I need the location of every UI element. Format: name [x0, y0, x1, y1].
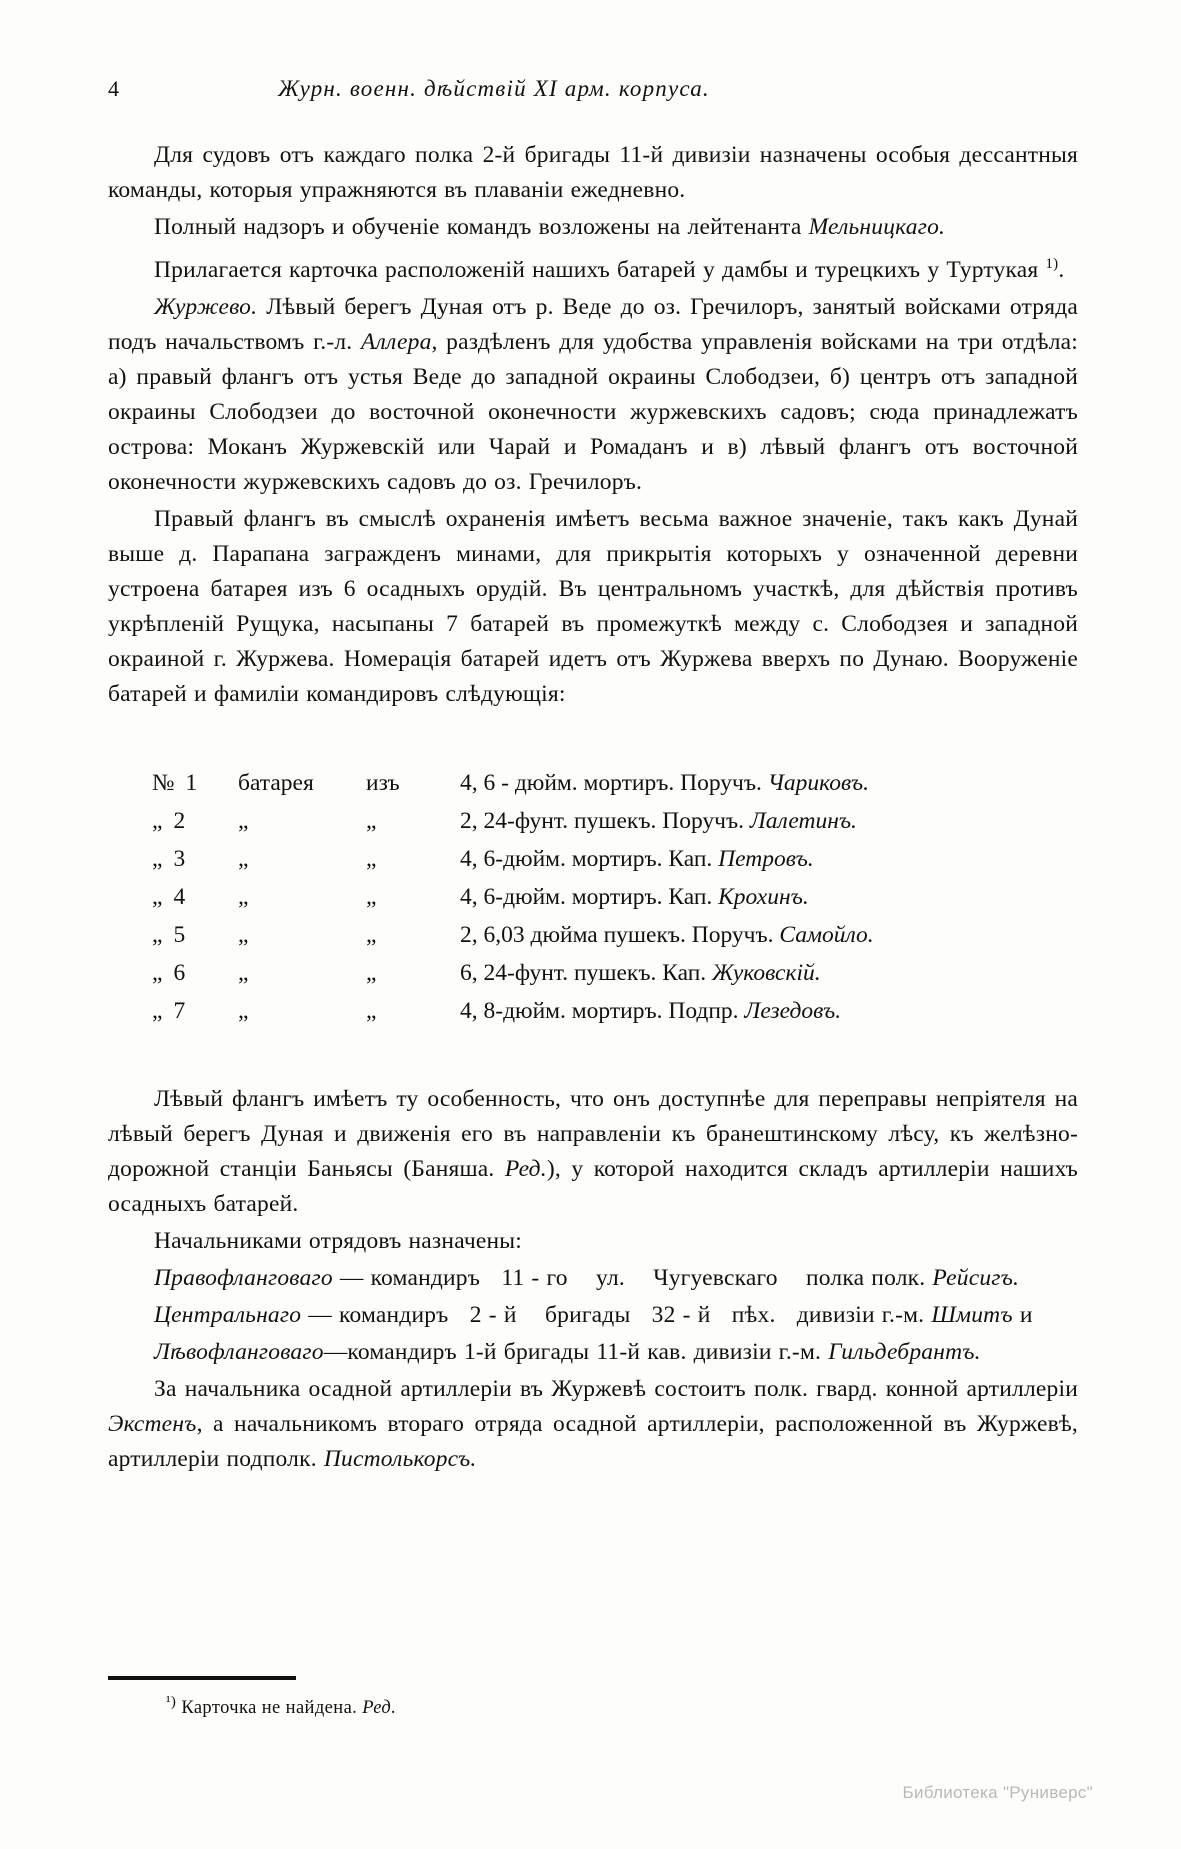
battery-commander: Лезедовъ. [744, 997, 842, 1024]
battery-row [152, 840, 1078, 878]
battery-word-from: „ [366, 845, 377, 872]
battery-armament: 4, 6-дюйм. мортиръ. Кап. [460, 845, 713, 872]
paragraph-2-text: Полный надзоръ и обученіе командъ возложены на лейтенанта [154, 214, 809, 240]
battery-word-from: „ [366, 807, 377, 834]
paragraph-3-text: Прилагается карточка расположеній нашихъ батарей у дамбы и турецкихъ у Туртукая [154, 256, 1046, 283]
battery-word-battery: „ [238, 959, 249, 986]
battery-number: „ 4 [152, 883, 186, 910]
paragraph-6-b: ), у которой находится складъ артиллеріи нашихъ осадныхъ батарей. [108, 1155, 1078, 1217]
footnote-area [108, 1676, 1078, 1719]
footnote-body: Карточка не найдена. [181, 1698, 358, 1719]
battery-word-from: „ [366, 921, 377, 948]
footnote-editor: Ред. [362, 1698, 397, 1719]
battery-commander: Чариковъ. [767, 769, 869, 796]
footnote-marker: ¹) [166, 1694, 177, 1710]
name-eksten: Экстенъ [108, 1410, 197, 1437]
page-header [108, 76, 1078, 102]
battery-word-from: „ [366, 959, 377, 986]
paragraph-8 [108, 1261, 1078, 1296]
role-central: Центральнаго [154, 1301, 302, 1328]
battery-word-battery: „ [238, 883, 249, 910]
paragraph-3 [108, 247, 1078, 288]
paragraph-3-end: . [1058, 256, 1065, 283]
battery-row [152, 954, 1078, 992]
paragraph-9-b: и [1012, 1301, 1033, 1328]
paragraph-6-a: Лѣвый флангъ имѣетъ ту особенность, что онъ доступнѣе для переправы непріятеля на лѣвый берегъ Дуная и движенія его въ направленіи къ бранештинскому лѣсу, къ желѣзно-дорожной станціи Баньясы (Баняша. [108, 1085, 1078, 1182]
paragraph-4-a: Лѣвый берегъ Дуная отъ р. Веде до оз. Гречилоръ, занятый войсками отряда подъ начальствомъ г.-л. [108, 293, 1078, 355]
paragraph-4 [108, 290, 1078, 500]
library-watermark: Библиотека "Руниверс" [902, 1783, 1093, 1802]
place-zhurzhevo: Журжево. [154, 293, 258, 320]
role-right-flank: Правофланговаго [154, 1264, 333, 1291]
battery-word-battery: „ [238, 921, 249, 948]
editor-note: Ред. [504, 1155, 547, 1182]
role-left-flank: Лѣвофланговаго [154, 1338, 324, 1365]
battery-word-battery: батарея [238, 769, 314, 796]
battery-number: „ 7 [152, 997, 186, 1024]
paragraph-11 [108, 1372, 1078, 1477]
paragraph-6 [108, 1082, 1078, 1222]
paragraph-9 [108, 1298, 1078, 1333]
battery-commander: Самойло. [779, 921, 874, 948]
battery-row [152, 992, 1078, 1030]
battery-armament: 2, 6,03 дюйма пушекъ. Поручъ. [460, 921, 774, 948]
footnote-divider [108, 1676, 296, 1680]
name-shmit: Шмитъ [931, 1301, 1013, 1328]
battery-number: „ 6 [152, 959, 186, 986]
battery-number: „ 3 [152, 845, 186, 872]
running-title: Журн. военн. дѣйствій XI арм. корпуса. [278, 76, 710, 101]
paragraph-10-a: —командиръ 1-й бригады 11-й кав. дивизіи г.-м. [323, 1338, 829, 1365]
battery-row [152, 916, 1078, 954]
name-reysig: Рейсигъ. [932, 1264, 1020, 1291]
paragraph-11-b: , а начальникомъ втораго отряда осадной артиллеріи, расположенной въ Журжевѣ, артиллеріи подполк. [108, 1410, 1078, 1472]
battery-word-from: „ [366, 883, 377, 910]
paragraph-2 [108, 210, 1078, 245]
paragraph-7: Начальниками отрядовъ назначены: [154, 1227, 523, 1254]
battery-number: „ 5 [152, 921, 186, 948]
name-pistolkors: Пистолькорсъ. [323, 1445, 477, 1472]
battery-list [108, 764, 1078, 1030]
name-allera: Аллера, [360, 328, 438, 355]
battery-word-battery: „ [238, 807, 249, 834]
footnote [108, 1694, 1078, 1719]
paragraph-1: Для судовъ отъ каждаго полка 2-й бригады 11-й дивизіи назначены особыя дессантныя команды, которыя упражняются въ плаваніи ежедневно. [108, 142, 1078, 203]
page-content [108, 76, 1078, 1479]
battery-number: № 1 [152, 769, 198, 796]
paragraph-10 [108, 1335, 1078, 1370]
battery-commander: Жуковскій. [712, 959, 821, 986]
battery-number: „ 2 [152, 807, 186, 834]
battery-row [152, 764, 1078, 802]
paragraph-4-b: раздѣленъ для удобства управленія войсками на три отдѣла: а) правый флангъ отъ устья Веде до западной окраины Слободзеи, б) центръ отъ западной окраины Слободзеи до восточной оконечности журжевскихъ садовъ; сюда принадлежатъ острова: Моканъ Журжевскій или Чарай и Ромаданъ и в) лѣвый флангъ отъ восточной оконечности журжевскихъ садовъ до оз. Гречилоръ. [108, 328, 1078, 495]
footnote-ref[interactable]: 1) [1045, 256, 1059, 272]
battery-word-battery: „ [238, 997, 249, 1024]
paragraph-8-a: — командиръ 11 - го ул. Чугуевскаго полка полк. [332, 1264, 933, 1291]
paragraph-5: Правый флангъ въ смыслѣ охраненія имѣетъ весьма важное значеніе, такъ какъ Дунай выше д. Парапана загражденъ минами, для прикрытія которыхъ у означенной деревни устроена батарея изъ 6 осадныхъ орудій. Въ центральномъ участкѣ, для дѣйствія противъ укрѣпленій Рущука, насыпаны 7 батарей въ промежуткѣ между с. Слободзея и западной окраиной г. Журжева. Номерація батарей идетъ отъ Журжева вверхъ по Дунаю. Вооруженіе батарей и фамиліи командировъ слѣдующія: [108, 505, 1078, 707]
battery-word-from: „ [366, 997, 377, 1024]
battery-word-battery: „ [238, 845, 249, 872]
paragraph-11-a: За начальника осадной артиллеріи въ Журжевѣ состоитъ полк. гвард. конной артиллеріи [154, 1375, 1078, 1402]
battery-armament: 2, 24-фунт. пушекъ. Поручъ. [460, 807, 744, 834]
paragraph-9-a: — командиръ 2 - й бригады 32 - й пѣх. дивизіи г.-м. [301, 1301, 932, 1328]
battery-armament: 4, 6 - дюйм. мортиръ. Поручъ. [460, 769, 762, 796]
battery-row [152, 878, 1078, 916]
battery-commander: Петровъ. [718, 845, 814, 872]
battery-row [152, 802, 1078, 840]
battery-commander: Крохинъ. [718, 883, 809, 910]
name-melnitskago: Мельницкаго. [808, 214, 946, 240]
battery-armament: 6, 24-фунт. пушекъ. Кап. [460, 959, 707, 986]
battery-armament: 4, 6-дюйм. мортиръ. Кап. [460, 883, 713, 910]
battery-commander: Лалетинъ. [749, 807, 857, 834]
page-number: 4 [108, 76, 120, 101]
battery-word-from: изъ [366, 769, 400, 796]
name-gildebrant: Гильдебрантъ. [828, 1338, 981, 1365]
battery-armament: 4, 8-дюйм. мортиръ. Подпр. [460, 997, 739, 1024]
